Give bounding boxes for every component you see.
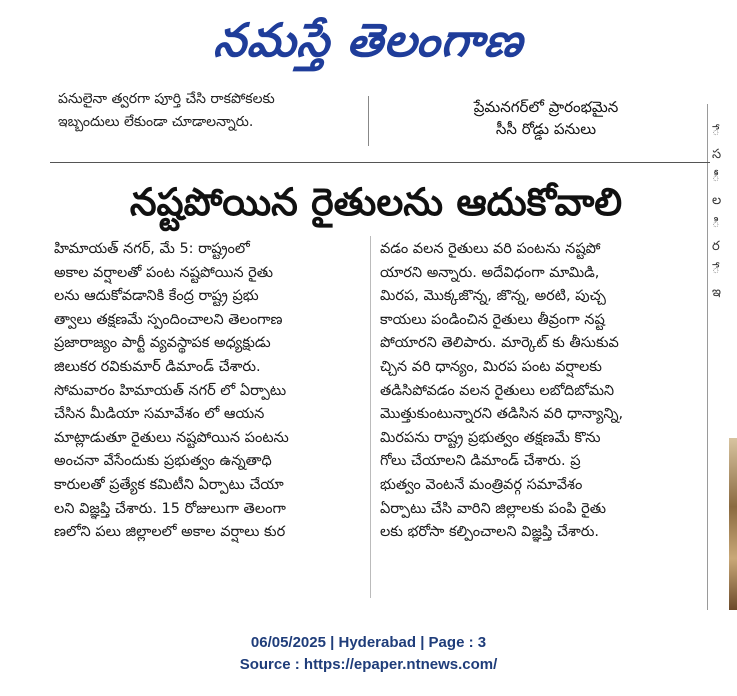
article-line: భుత్వం వెంటనే మంత్రివర్గ సమావేశం xyxy=(380,476,583,493)
edge-fragment: స xyxy=(712,147,722,162)
newspaper-logo: నమస్తే తెలంగాణ xyxy=(211,13,526,67)
previous-story-line: పనులైనా త్వరగా పూర్తి చేసి రాకపోకలకు xyxy=(58,91,275,107)
article-line: కారులతో ప్రత్యేక కమిటీని ఏర్పాటు చేయా xyxy=(54,476,284,493)
body-column-divider xyxy=(370,236,371,598)
article-line: లని విజ్ఞప్తి చేశారు. 15 రోజులుగా తెలంగా xyxy=(54,500,286,517)
dateline: 06/05/2025 | Hyderabad | Page : 3 xyxy=(250,634,487,651)
edge-fragment: ల xyxy=(712,193,722,208)
source-line: Source : https://epaper.ntnews.com/ xyxy=(239,656,498,673)
article-line: మొత్తుకుంటున్నారని తడిసిన వరి ధాన్యాన్ని, xyxy=(380,406,624,423)
article-line: కాయలు పండించిన రైతులు తీవ్రంగా నష్ట xyxy=(380,311,605,328)
article-headline: నష్టపోయిన రైతులను ఆదుకోవాలి xyxy=(129,180,623,224)
article-line: లను ఆదుకోవడానికి కేంద్ర రాష్ట్ర ప్రభు xyxy=(54,288,259,305)
article-line: ఏర్పాటు చేసి వారిని జిల్లాలకు పంపి రైతు xyxy=(380,500,607,517)
article-line: చేసిన మీడియా సమావేశం లో ఆయన xyxy=(54,406,265,423)
article-line: లకు భరోసా కల్పించాలని విజ్ఞప్తి చేశారు. xyxy=(380,524,599,541)
edge-fragment: ీ xyxy=(712,170,720,185)
article-line: వడం వలన రైతులు వరి పంటను నష్టపో xyxy=(380,241,601,257)
edge-fragment: ి xyxy=(712,216,720,231)
edge-fragment: ే xyxy=(712,262,720,277)
article-right-column xyxy=(380,238,696,545)
masthead xyxy=(0,8,737,72)
side-story-line: సీసీ రోడ్డు పనులు xyxy=(495,120,597,138)
previous-story-line: ఇబ్బందులు లేకుండా చూడాలన్నారు. xyxy=(58,114,254,130)
article-line: తడిసిపోవడం వలన రైతులు లబోదిబోమని xyxy=(380,382,615,399)
edge-fragment: ర xyxy=(712,239,720,254)
article-line: త్వాలు తక్షణమే స్పందించాలని తెలంగాణ xyxy=(54,311,283,328)
article-line: ప్రజారాజ్యం పార్టీ వ్యవస్థాపక అధ్యక్షుడు xyxy=(54,335,271,352)
article-line: మిరప, మొక్కజొన్న, జొన్న, అరటి, పుచ్చ xyxy=(380,288,606,305)
article-line: పోయారని తెలిపారు. మార్కెట్ కు తీసుకువ xyxy=(380,335,619,352)
clipping-footer xyxy=(0,632,737,676)
column-divider xyxy=(368,96,369,146)
article-line: ణలోని పలు జిల్లాలలో అకాల వర్షాలు కుర xyxy=(54,524,286,541)
article-line: సోమవారం హిమాయత్ నగర్ లో ఏర్పాటు xyxy=(54,382,287,399)
article-line: మిరపను రాష్ట్ర ప్రభుత్వం తక్షణమే కొను xyxy=(380,429,601,446)
article-line: జిలుకర రవికుమార్ డిమాండ్ చేశారు. xyxy=(54,358,261,375)
article-line: హిమాయత్ నగర్, మే 5: రాష్ట్రంలో xyxy=(54,241,250,257)
article-line: గోలు చేయాలని డిమాండ్ చేశారు. ప్ర xyxy=(380,453,581,470)
side-story-heading xyxy=(416,96,676,140)
article-line: మాట్లాడుతూ రైతులు నష్టపోయిన పంటను xyxy=(54,429,289,446)
article-line: యారని అన్నారు. అదేవిధంగా మామిడి, xyxy=(380,264,600,281)
cropped-column-fragment xyxy=(712,120,732,304)
article-line: చ్చిన వరి ధాన్యం, మిరప పంట వర్షాలకు xyxy=(380,358,602,375)
cropped-photo-fragment xyxy=(729,438,737,610)
edge-fragment: ఇ xyxy=(712,285,721,300)
article-line: అకాల వర్షాలతో పంట నష్టపోయిన రైతు xyxy=(54,264,274,281)
article-line: అంచనా వేసేందుకు ప్రభుత్వం ఉన్నతాధి xyxy=(54,453,272,470)
news-clipping xyxy=(44,88,708,608)
side-story-line: ప్రేమనగర్‌లో ప్రారంభమైన xyxy=(473,98,619,116)
headline-top-rule xyxy=(50,162,710,163)
previous-story-tail xyxy=(58,88,348,134)
edge-fragment: ే xyxy=(712,124,720,139)
article-left-column xyxy=(54,238,360,545)
